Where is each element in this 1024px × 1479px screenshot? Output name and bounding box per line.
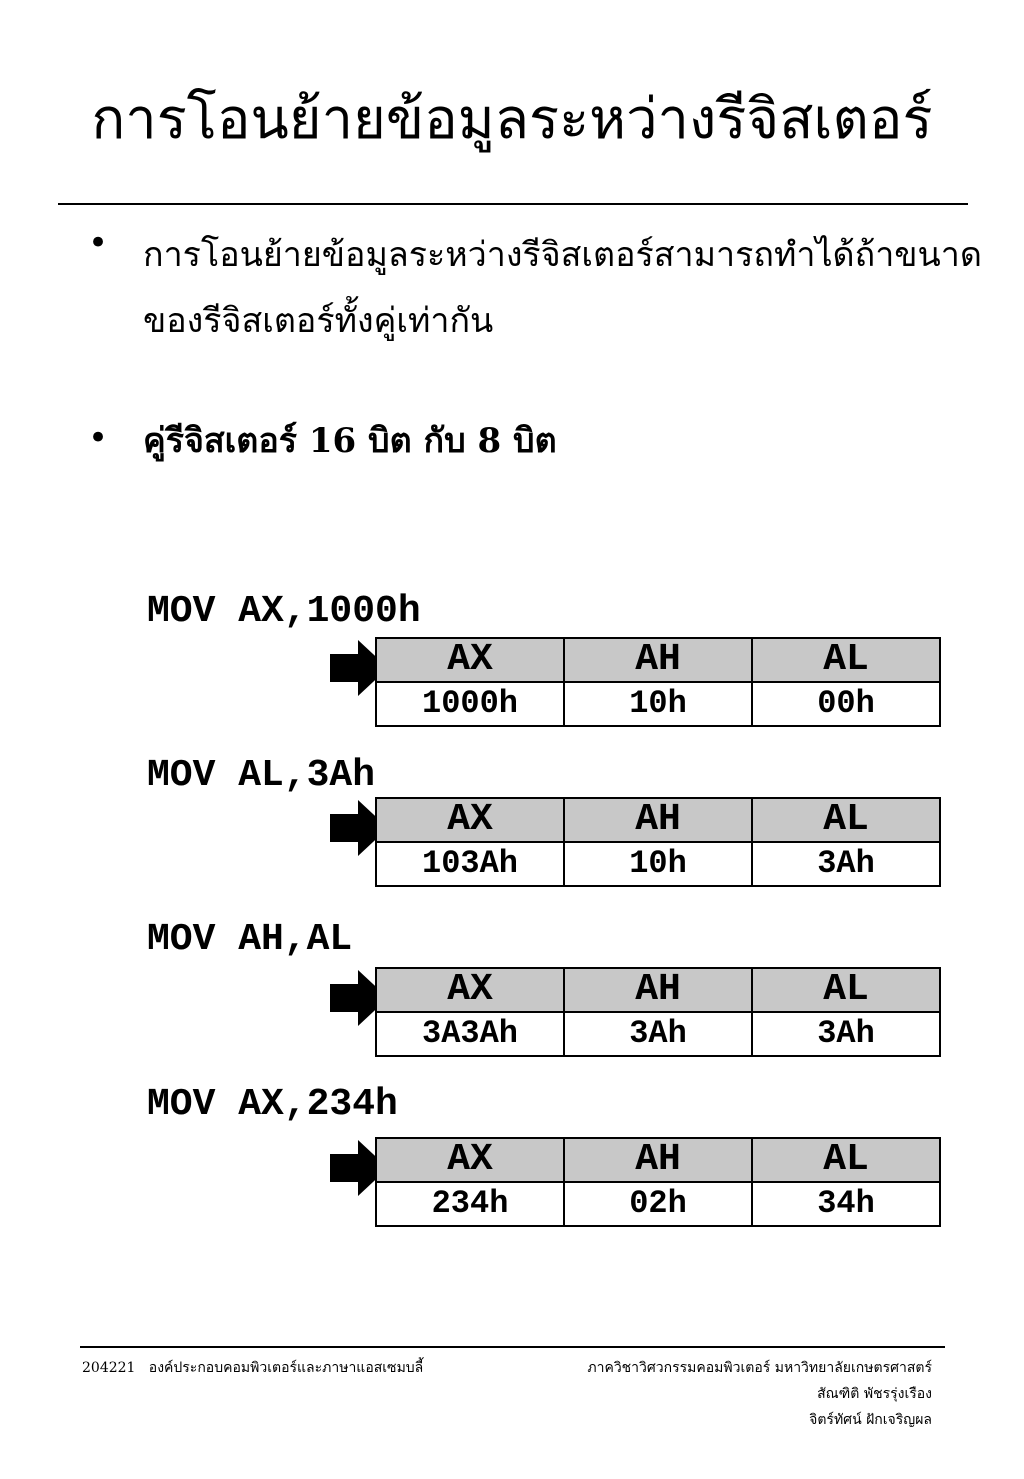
register-value-ax: 103Ah bbox=[376, 842, 564, 886]
register-value-ax: 3A3Ah bbox=[376, 1012, 564, 1056]
register-header-ax: AX bbox=[376, 798, 564, 842]
register-header-ax: AX bbox=[376, 968, 564, 1012]
register-table bbox=[375, 967, 941, 1057]
instruction-line: MOV AL,3Ah bbox=[147, 754, 376, 797]
register-table bbox=[375, 797, 941, 887]
footer-author: สัณฑิติ พัชรรุ่งเรือง bbox=[817, 1386, 932, 1402]
register-value-ax: 1000h bbox=[376, 682, 564, 726]
register-header-ah: AH bbox=[564, 638, 752, 682]
register-value-ah: 10h bbox=[564, 682, 752, 726]
page-title: การโอนย้ายข้อมูลระหว่างรีจิสเตอร์ bbox=[91, 87, 933, 152]
register-value-ah: 02h bbox=[564, 1182, 752, 1226]
register-value-ah: 10h bbox=[564, 842, 752, 886]
register-value-ax: 234h bbox=[376, 1182, 564, 1226]
register-header-al: AL bbox=[752, 968, 940, 1012]
register-table bbox=[375, 637, 941, 727]
footer-divider bbox=[80, 1346, 945, 1348]
register-header-al: AL bbox=[752, 798, 940, 842]
register-header-ah: AH bbox=[564, 968, 752, 1012]
register-header-al: AL bbox=[752, 638, 940, 682]
bullet-text-transfer-rule: การโอนย้ายข้อมูลระหว่างรีจิสเตอร์สามารถทำได้ถ้าขนาดของรีจิสเตอร์ทั้งคู่เท่ากัน bbox=[143, 235, 982, 341]
register-value-al: 34h bbox=[752, 1182, 940, 1226]
register-value-al: 00h bbox=[752, 682, 940, 726]
register-header-ax: AX bbox=[376, 1138, 564, 1182]
register-header-ax: AX bbox=[376, 638, 564, 682]
instruction-line: MOV AX,234h bbox=[147, 1083, 398, 1126]
register-header-ah: AH bbox=[564, 798, 752, 842]
footer-credits bbox=[587, 1355, 932, 1433]
register-value-al: 3Ah bbox=[752, 1012, 940, 1056]
register-value-ah: 3Ah bbox=[564, 1012, 752, 1056]
register-value-al: 3Ah bbox=[752, 842, 940, 886]
register-table bbox=[375, 1137, 941, 1227]
register-header-ah: AH bbox=[564, 1138, 752, 1182]
instruction-line: MOV AH,AL bbox=[147, 918, 353, 961]
bullet-marker: • bbox=[88, 418, 109, 458]
footer-department: ภาควิชาวิศวกรรมคอมพิวเตอร์ มหาวิทยาลัยเกษตรศาสตร์ bbox=[587, 1360, 932, 1376]
footer-course: 204221 องค์ประกอบคอมพิวเตอร์และภาษาแอสเซมบลี้ bbox=[82, 1360, 424, 1376]
footer-author: จิตร์ทัศน์ ฝักเจริญผล bbox=[809, 1412, 932, 1428]
bullet-text-register-pair: คู่รีจิสเตอร์ 16 บิต กับ 8 บิต bbox=[143, 421, 557, 461]
register-header-al: AL bbox=[752, 1138, 940, 1182]
title-divider bbox=[58, 203, 968, 205]
bullet-marker: • bbox=[88, 223, 109, 263]
instruction-line: MOV AX,1000h bbox=[147, 590, 421, 633]
